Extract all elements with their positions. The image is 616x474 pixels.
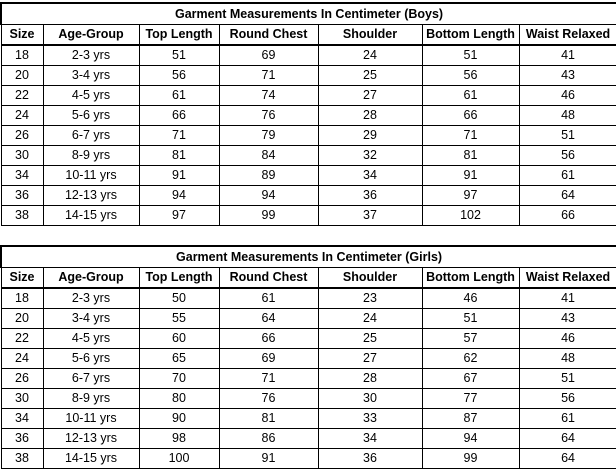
cell-round-chest: 86: [219, 429, 318, 449]
column-header-size: Size: [1, 25, 43, 46]
cell-age-group: 10-11 yrs: [43, 409, 139, 429]
cell-top-length: 100: [139, 449, 219, 469]
cell-bottom-length: 61: [422, 86, 519, 106]
table-row: [1, 409, 616, 429]
girls-title-row: [1, 246, 616, 268]
cell-waist-relaxed: 48: [519, 349, 616, 369]
cell-waist-relaxed: 43: [519, 66, 616, 86]
cell-bottom-length: 97: [422, 186, 519, 206]
boys-table-title: Garment Measurements In Centimeter (Boys): [1, 3, 616, 25]
cell-size: 30: [1, 146, 43, 166]
cell-bottom-length: 66: [422, 106, 519, 126]
cell-age-group: 2-3 yrs: [43, 288, 139, 309]
cell-bottom-length: 91: [422, 166, 519, 186]
cell-age-group: 6-7 yrs: [43, 126, 139, 146]
cell-round-chest: 84: [219, 146, 318, 166]
cell-age-group: 3-4 yrs: [43, 309, 139, 329]
column-header-waist-relaxed: Waist Relaxed: [519, 25, 616, 46]
column-header-bottom-length: Bottom Length: [422, 268, 519, 289]
cell-round-chest: 79: [219, 126, 318, 146]
cell-bottom-length: 57: [422, 329, 519, 349]
column-header-waist-relaxed: Waist Relaxed: [519, 268, 616, 289]
cell-round-chest: 66: [219, 329, 318, 349]
column-header-size: Size: [1, 268, 43, 289]
cell-bottom-length: 62: [422, 349, 519, 369]
cell-waist-relaxed: 56: [519, 389, 616, 409]
cell-size: 26: [1, 126, 43, 146]
cell-shoulder: 25: [318, 66, 422, 86]
cell-waist-relaxed: 51: [519, 369, 616, 389]
cell-bottom-length: 51: [422, 45, 519, 66]
cell-shoulder: 37: [318, 206, 422, 226]
cell-waist-relaxed: 64: [519, 186, 616, 206]
boys-header-row: [1, 25, 616, 46]
cell-age-group: 8-9 yrs: [43, 389, 139, 409]
cell-round-chest: 74: [219, 86, 318, 106]
table-row: [1, 288, 616, 309]
cell-bottom-length: 102: [422, 206, 519, 226]
cell-shoulder: 36: [318, 186, 422, 206]
cell-shoulder: 32: [318, 146, 422, 166]
cell-top-length: 50: [139, 288, 219, 309]
cell-shoulder: 30: [318, 389, 422, 409]
cell-shoulder: 34: [318, 429, 422, 449]
cell-bottom-length: 87: [422, 409, 519, 429]
cell-bottom-length: 56: [422, 66, 519, 86]
cell-age-group: 5-6 yrs: [43, 349, 139, 369]
cell-top-length: 97: [139, 206, 219, 226]
cell-waist-relaxed: 64: [519, 449, 616, 469]
table-row: [1, 429, 616, 449]
cell-waist-relaxed: 46: [519, 86, 616, 106]
cell-age-group: 12-13 yrs: [43, 429, 139, 449]
cell-top-length: 65: [139, 349, 219, 369]
column-header-round-chest: Round Chest: [219, 25, 318, 46]
cell-top-length: 91: [139, 166, 219, 186]
table-row: [1, 309, 616, 329]
cell-shoulder: 33: [318, 409, 422, 429]
cell-round-chest: 99: [219, 206, 318, 226]
cell-bottom-length: 71: [422, 126, 519, 146]
cell-round-chest: 76: [219, 389, 318, 409]
cell-bottom-length: 81: [422, 146, 519, 166]
cell-size: 38: [1, 449, 43, 469]
table-row: [1, 329, 616, 349]
girls-header-row: [1, 268, 616, 289]
cell-top-length: 56: [139, 66, 219, 86]
cell-waist-relaxed: 66: [519, 206, 616, 226]
cell-top-length: 60: [139, 329, 219, 349]
cell-size: 20: [1, 66, 43, 86]
cell-shoulder: 28: [318, 106, 422, 126]
cell-size: 24: [1, 106, 43, 126]
girls-table-body: [1, 246, 616, 469]
column-header-top-length: Top Length: [139, 268, 219, 289]
cell-round-chest: 94: [219, 186, 318, 206]
cell-waist-relaxed: 64: [519, 429, 616, 449]
cell-size: 36: [1, 186, 43, 206]
cell-age-group: 5-6 yrs: [43, 106, 139, 126]
cell-waist-relaxed: 56: [519, 146, 616, 166]
cell-shoulder: 24: [318, 309, 422, 329]
cell-round-chest: 61: [219, 288, 318, 309]
table-row: [1, 45, 616, 66]
cell-age-group: 4-5 yrs: [43, 329, 139, 349]
cell-bottom-length: 94: [422, 429, 519, 449]
cell-waist-relaxed: 46: [519, 329, 616, 349]
cell-waist-relaxed: 61: [519, 409, 616, 429]
cell-waist-relaxed: 41: [519, 45, 616, 66]
table-row: [1, 206, 616, 226]
cell-top-length: 70: [139, 369, 219, 389]
boys-measurement-table: [0, 2, 616, 226]
cell-bottom-length: 67: [422, 369, 519, 389]
cell-waist-relaxed: 51: [519, 126, 616, 146]
table-row: [1, 126, 616, 146]
cell-round-chest: 89: [219, 166, 318, 186]
cell-age-group: 4-5 yrs: [43, 86, 139, 106]
cell-top-length: 94: [139, 186, 219, 206]
cell-size: 36: [1, 429, 43, 449]
column-header-age-group: Age-Group: [43, 25, 139, 46]
column-header-shoulder: Shoulder: [318, 268, 422, 289]
table-row: [1, 86, 616, 106]
column-header-round-chest: Round Chest: [219, 268, 318, 289]
girls-measurement-table: [0, 245, 616, 469]
cell-top-length: 80: [139, 389, 219, 409]
table-row: [1, 449, 616, 469]
cell-age-group: 3-4 yrs: [43, 66, 139, 86]
column-header-top-length: Top Length: [139, 25, 219, 46]
table-row: [1, 186, 616, 206]
cell-size: 18: [1, 45, 43, 66]
cell-waist-relaxed: 43: [519, 309, 616, 329]
cell-size: 24: [1, 349, 43, 369]
cell-top-length: 51: [139, 45, 219, 66]
cell-round-chest: 69: [219, 45, 318, 66]
cell-round-chest: 71: [219, 369, 318, 389]
cell-age-group: 10-11 yrs: [43, 166, 139, 186]
cell-bottom-length: 46: [422, 288, 519, 309]
cell-shoulder: 27: [318, 86, 422, 106]
cell-age-group: 14-15 yrs: [43, 449, 139, 469]
cell-round-chest: 76: [219, 106, 318, 126]
column-header-shoulder: Shoulder: [318, 25, 422, 46]
cell-round-chest: 71: [219, 66, 318, 86]
cell-top-length: 90: [139, 409, 219, 429]
boys-table-body: [1, 3, 616, 226]
column-header-bottom-length: Bottom Length: [422, 25, 519, 46]
girls-table-title: Garment Measurements In Centimeter (Girls): [1, 246, 616, 268]
cell-size: 20: [1, 309, 43, 329]
cell-shoulder: 36: [318, 449, 422, 469]
cell-top-length: 81: [139, 146, 219, 166]
cell-waist-relaxed: 41: [519, 288, 616, 309]
cell-waist-relaxed: 61: [519, 166, 616, 186]
cell-size: 38: [1, 206, 43, 226]
cell-round-chest: 69: [219, 349, 318, 369]
column-header-age-group: Age-Group: [43, 268, 139, 289]
table-row: [1, 66, 616, 86]
cell-age-group: 2-3 yrs: [43, 45, 139, 66]
cell-size: 18: [1, 288, 43, 309]
cell-top-length: 66: [139, 106, 219, 126]
cell-top-length: 71: [139, 126, 219, 146]
cell-top-length: 55: [139, 309, 219, 329]
table-row: [1, 369, 616, 389]
cell-age-group: 14-15 yrs: [43, 206, 139, 226]
cell-shoulder: 25: [318, 329, 422, 349]
cell-size: 26: [1, 369, 43, 389]
cell-age-group: 6-7 yrs: [43, 369, 139, 389]
cell-shoulder: 23: [318, 288, 422, 309]
cell-waist-relaxed: 48: [519, 106, 616, 126]
cell-top-length: 61: [139, 86, 219, 106]
table-row: [1, 349, 616, 369]
cell-shoulder: 34: [318, 166, 422, 186]
cell-round-chest: 81: [219, 409, 318, 429]
cell-bottom-length: 99: [422, 449, 519, 469]
cell-size: 22: [1, 86, 43, 106]
cell-round-chest: 64: [219, 309, 318, 329]
boys-title-row: [1, 3, 616, 25]
cell-bottom-length: 77: [422, 389, 519, 409]
cell-size: 34: [1, 166, 43, 186]
table-row: [1, 166, 616, 186]
cell-shoulder: 28: [318, 369, 422, 389]
table-row: [1, 389, 616, 409]
cell-shoulder: 27: [318, 349, 422, 369]
table-row: [1, 146, 616, 166]
cell-shoulder: 29: [318, 126, 422, 146]
cell-bottom-length: 51: [422, 309, 519, 329]
cell-shoulder: 24: [318, 45, 422, 66]
cell-age-group: 8-9 yrs: [43, 146, 139, 166]
cell-size: 30: [1, 389, 43, 409]
cell-size: 34: [1, 409, 43, 429]
cell-round-chest: 91: [219, 449, 318, 469]
cell-size: 22: [1, 329, 43, 349]
cell-age-group: 12-13 yrs: [43, 186, 139, 206]
table-row: [1, 106, 616, 126]
cell-top-length: 98: [139, 429, 219, 449]
